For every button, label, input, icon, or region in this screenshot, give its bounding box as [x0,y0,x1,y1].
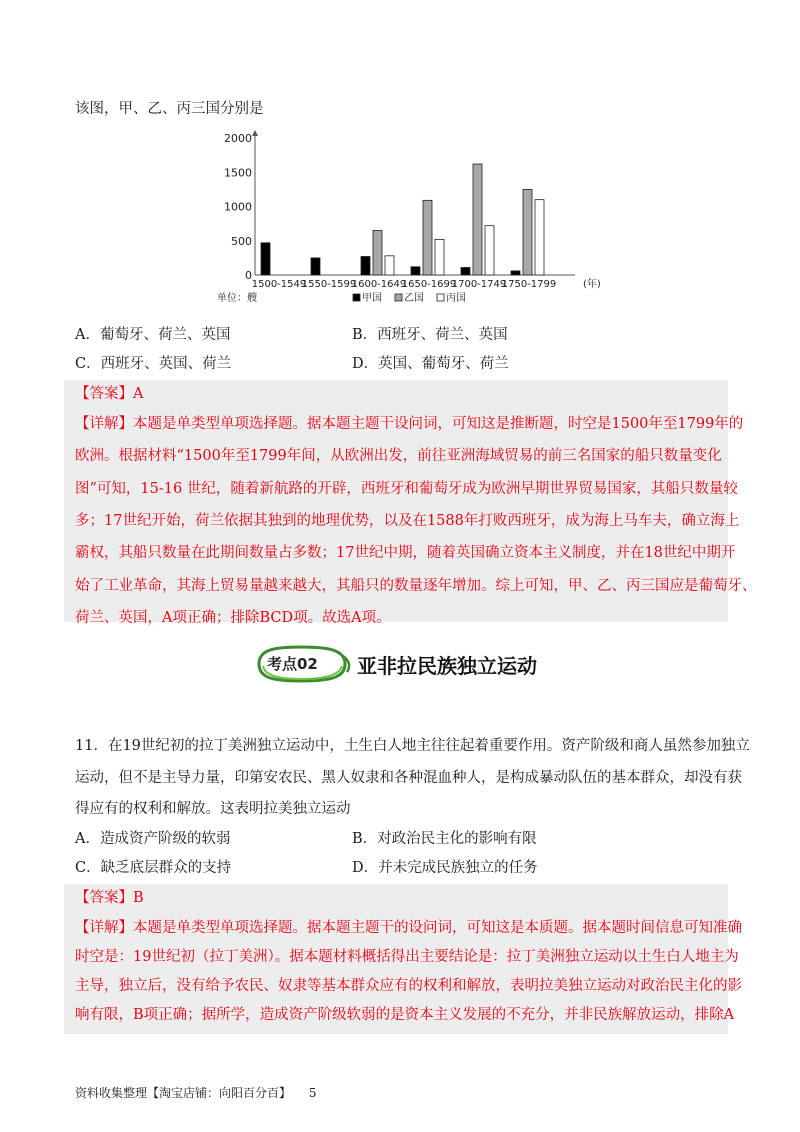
x-tick-label: 1650-1699 [401,279,457,290]
q11-option-d[interactable]: D．并未完成民族独立的任务 [352,860,538,876]
legend-swatch-乙国 [395,294,402,301]
bar-乙国-1600-1649 [373,230,382,275]
y-tick-label: 1000 [224,200,252,214]
q10-answer-label: 【答案】A [75,386,144,402]
bar-丙国-1750-1799 [535,200,544,275]
legend-label: 丙国 [446,293,466,304]
legend-label: 甲国 [362,293,382,304]
bar-chart-svg [215,128,600,313]
q10-option-d[interactable]: D．英国、葡萄牙、荷兰 [352,356,509,372]
unit-label: 单位：艘 [217,293,257,304]
page-number: 5 [308,1086,317,1100]
ship-count-chart [215,128,600,313]
q10-detail-line: 霸权，其船只数量在此期间数量占多数；17世纪中期，随着英国确立资本主义制度，并在18世纪中期开 [75,545,736,562]
bar-丙国-1600-1649 [385,256,394,275]
x-tick-label: 1750-1799 [501,279,557,290]
bar-乙国-1750-1799 [523,189,532,275]
q10-detail-line: 欧洲。根据材料“1500年至1799年间，从欧洲出发，前往亚洲海域贸易的前三名国家的船只数量变化 [75,448,722,465]
legend-label: 乙国 [404,293,424,304]
y-axis-arrow [252,130,258,136]
page-footer [75,1085,316,1101]
q11-detail-line: 【详解】本题是单类型单项选择题。据本题主题干的设问词，可知这是本质题。据本题时间信息可知准确 [75,920,742,936]
q10-detail-line: 荷兰、英国，A项正确；排除BCD项。故选A项。 [75,609,391,626]
bar-甲国-1700-1749 [461,267,470,275]
q10-option-a[interactable]: A．葡萄牙、荷兰、英国 [75,327,231,343]
q10-detail-line: 始了工业革命，其海上贸易量越来越大，其船只的数量逐年增加。综上可知，甲、乙、丙三国应是葡萄牙、 [75,577,757,594]
section-title: 亚非拉民族独立运动 [357,654,537,678]
x-axis-unit: (年) [583,279,600,290]
q11-option-c[interactable]: C．缺乏底层群众的支持 [75,860,232,876]
q11-option-b[interactable]: B．对政治民主化的影响有限 [352,831,537,847]
legend-swatch-甲国 [353,294,360,301]
x-tick-label: 1550-1599 [301,279,357,290]
x-tick-label: 1500-1549 [251,279,307,290]
q11-stem-line: 得应有的权利和解放。这表明拉美独立运动 [75,801,351,817]
q10-option-c[interactable]: C．西班牙、英国、荷兰 [75,356,232,372]
legend-swatch-丙国 [437,294,444,301]
bar-甲国-1550-1599 [311,258,320,275]
bar-丙国-1700-1749 [485,226,494,275]
y-tick-label: 1500 [224,166,252,180]
section-badge-label: 考点02 [267,655,318,673]
q10-option-b[interactable]: B．西班牙、荷兰、英国 [352,327,508,343]
bar-甲国-1500-1549 [261,243,270,275]
bar-甲国-1650-1699 [411,267,420,275]
q10-detail-line: 多；17世纪开始，荷兰依据其独到的地理优势，以及在1588年打败西班牙，成为海上马车夫，确立海上 [75,512,740,529]
section-header [253,642,553,686]
q11-answer-box [64,884,742,1034]
q10-stem: 该图，甲、乙、丙三国分别是 [75,101,264,117]
bar-丙国-1650-1699 [435,239,444,275]
y-tick-label: 0 [245,269,252,282]
x-tick-label: 1700-1749 [451,279,507,290]
q11-detail-line: 响有限，B项正确；据所学，造成资产阶级软弱的是资本主义发展的不充分，并非民族解放运动，排除A [75,1007,735,1023]
x-tick-label: 1600-1649 [351,279,407,290]
y-tick-label: 500 [231,234,252,248]
q11-detail-line: 时空是：19世纪初（拉丁美洲）。据本题材料概括得出主要结论是：拉丁美洲独立运动以土生白人地主为 [75,949,739,965]
q10-detail-line: 【详解】本题是单类型单项选择题。据本题主题干设问词，可知这是推断题，时空是1500年至1799年的 [75,416,744,432]
q10-detail-line: 图”可知，15-16 世纪，随着新航路的开辟，西班牙和葡萄牙成为欧洲早期世界贸易国家，其船只数量较 [75,480,738,497]
footer-text: 资料收集整理【淘宝店铺：向阳百分百】 [75,1086,292,1100]
q11-detail-line: 主导，独立后，没有给予农民、奴隶等基本群众应有的权利和解放，表明拉美独立运动对政治民主化的影 [75,978,742,994]
q10-answer-box [64,380,757,626]
q11-answer-label: 【答案】B [75,890,144,906]
bar-乙国-1700-1749 [473,164,482,275]
y-tick-label: 2000 [224,132,252,145]
q11-stem-line: 运动，但不是主导力量，印第安农民、黑人奴隶和各种混血种人，是构成暴动队伍的基本群众，却没有获 [75,769,742,786]
bar-甲国-1750-1799 [511,271,520,275]
bar-乙国-1650-1699 [423,200,432,275]
bar-甲国-1600-1649 [361,257,370,275]
q11-option-a[interactable]: A．造成资产阶级的软弱 [75,831,231,847]
q11-stem-line: 11．在19世纪初的拉丁美洲独立运动中，土生白人地主往往起着重要作用。资产阶级和商人虽然参加独立 [75,738,750,754]
